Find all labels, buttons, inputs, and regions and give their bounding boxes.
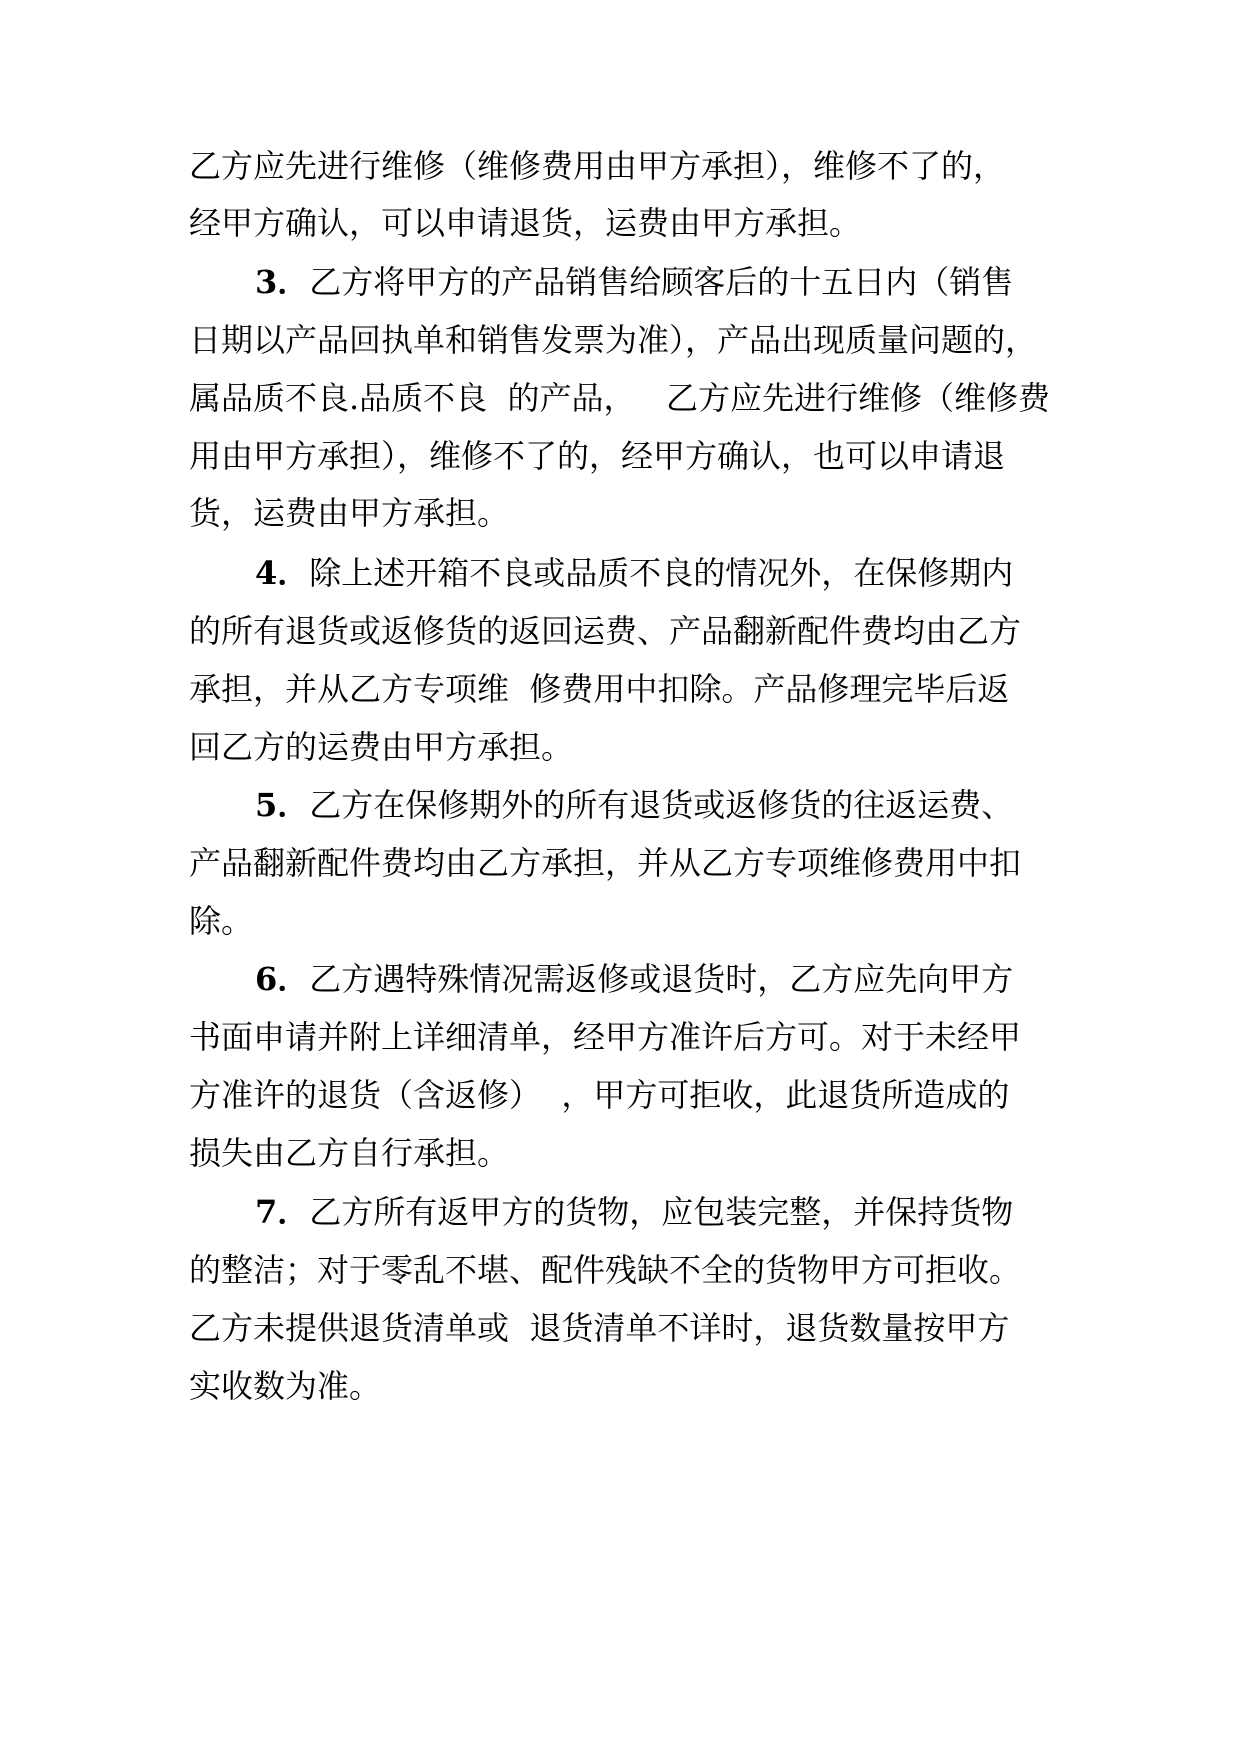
text-line: 属品质不良.品质不良 的产品， 乙方应先进行维修（维修费 [189, 379, 1051, 417]
clause-number: 7． [255, 1193, 310, 1231]
text-line: 损失由乙方自行承担。 [189, 1134, 510, 1172]
clause-5-first-line: 5．乙方在保修期外的所有退货或返修货的往返运费、 [255, 786, 1014, 824]
clause-number: 4． [255, 554, 310, 592]
clause-6-first-line: 6．乙方遇特殊情况需返修或退货时，乙方应先向甲方 [255, 960, 1014, 998]
text-line: 方准许的退货（含返修） ，甲方可拒收，此退货所造成的 [189, 1076, 1010, 1114]
clause-3-first-line: 3．乙方将甲方的产品销售给顾客后的十五日内（销售 [255, 263, 1014, 301]
clause-7-first-line: 7．乙方所有返甲方的货物，应包装完整，并保持货物 [255, 1193, 1014, 1231]
text-line: 的所有退货或返修货的返回运费、产品翻新配件费均由乙方 [189, 612, 1022, 650]
clause-4-first-line: 4．除上述开箱不良或品质不良的情况外，在保修期内 [255, 554, 1014, 592]
text-line: 用由甲方承担），维修不了的，经甲方确认，也可以申请退 [189, 437, 1006, 475]
text-line: 货，运费由甲方承担。 [189, 494, 510, 532]
text-line: 产品翻新配件费均由乙方承担，并从乙方专项维修费用中扣 [189, 844, 1022, 882]
text-line: 的整洁；对于零乱不堪、配件残缺不全的货物甲方可拒收。 [189, 1251, 1022, 1289]
clause-number: 3． [255, 263, 310, 301]
text-line: 实收数为准。 [189, 1367, 382, 1405]
text-line: 乙方未提供退货清单或 退货清单不详时，退货数量按甲方 [189, 1309, 1010, 1347]
text-line: 书面申请并附上详细清单，经甲方准许后方可。对于未经甲 [189, 1018, 1022, 1056]
clause-number: 6． [255, 960, 310, 998]
text-line: 承担，并从乙方专项维 修费用中扣除。产品修理完毕后返 [189, 670, 1010, 708]
clause-number: 5． [255, 786, 310, 824]
text-line: 经甲方确认，可以申请退货，运费由甲方承担。 [189, 204, 862, 242]
text-line: 除。 [189, 902, 254, 940]
text-line: 回乙方的运费由甲方承担。 [189, 728, 574, 766]
text-line: 日期以产品回执单和销售发票为准），产品出现质量问题的， [189, 321, 1038, 359]
text-line: 乙方应先进行维修（维修费用由甲方承担），维修不了的， [189, 147, 1006, 185]
